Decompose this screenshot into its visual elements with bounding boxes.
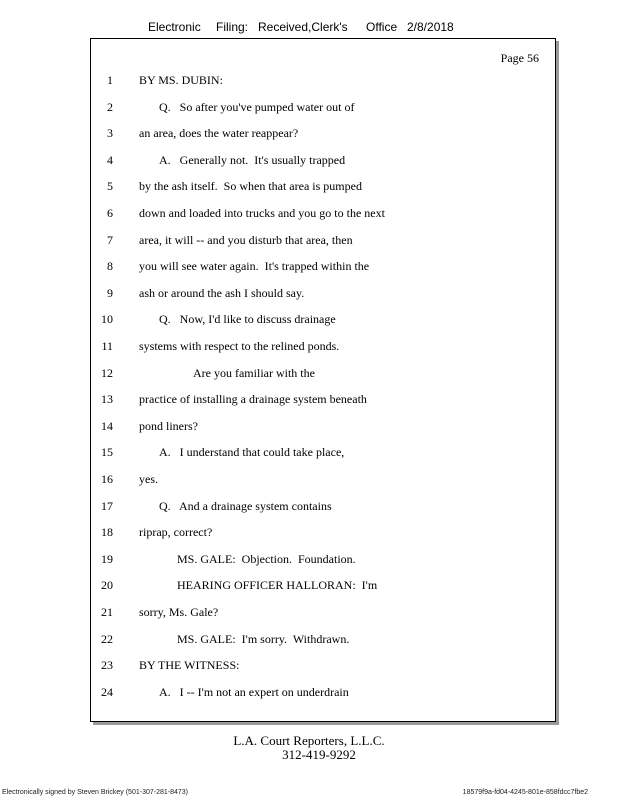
filing-stamp-part: Filing: xyxy=(216,20,249,34)
filing-stamp-part: Received,Clerk's xyxy=(258,20,348,34)
line-number: 21 xyxy=(101,605,113,619)
line-number: 20 xyxy=(101,578,113,593)
filing-stamp-part: Electronic xyxy=(148,20,201,34)
line-text: MS. GALE: I'm sorry. Withdrawn. xyxy=(177,631,350,646)
transcript-line xyxy=(91,524,555,540)
line-text: you will see water again. It's trapped within the xyxy=(139,259,370,274)
transcript-line xyxy=(91,391,555,407)
transcript-line xyxy=(91,311,555,327)
line-text: A. I understand that could take place, xyxy=(159,445,345,460)
transcript-line xyxy=(91,365,555,381)
line-text: Are you familiar with the xyxy=(193,365,315,380)
filing-stamp-part: Office xyxy=(366,20,398,34)
transcript-line xyxy=(91,338,555,354)
line-number: 6 xyxy=(107,206,113,220)
line-text: Q. Now, I'd like to discuss drainage xyxy=(159,312,336,327)
line-text: area, it will -- and you disturb that area, then xyxy=(139,232,353,247)
transcript-line xyxy=(91,152,555,168)
line-number: 3 xyxy=(107,126,113,141)
line-text: riprap, correct? xyxy=(139,525,213,540)
footer-phone: 312-419-9292 xyxy=(282,747,356,762)
transcript-page xyxy=(90,38,556,722)
line-text: by the ash itself. So when that area is pumped xyxy=(139,179,362,194)
footer-company: L.A. Court Reporters, L.L.C. xyxy=(233,733,385,748)
line-text: pond liners? xyxy=(139,418,198,433)
line-number: 13 xyxy=(101,392,113,407)
transcript-line xyxy=(91,285,555,301)
transcript-line xyxy=(91,205,555,221)
line-number: 24 xyxy=(101,684,113,699)
transcript-line xyxy=(91,604,555,620)
line-number: 4 xyxy=(107,152,113,167)
line-text: practice of installing a drainage system beneath xyxy=(139,392,367,407)
line-number: 1 xyxy=(107,73,113,87)
line-text: A. Generally not. It's usually trapped xyxy=(159,152,346,167)
line-number: 5 xyxy=(107,179,113,194)
line-number: 9 xyxy=(107,285,113,300)
electronic-signature: Electronically signed by Steven Brickey (501-307-281-8473) xyxy=(2,789,188,796)
line-text: Q. And a drainage system contains xyxy=(159,498,332,513)
line-number: 14 xyxy=(101,418,113,433)
line-text: sorry, Ms. Gale? xyxy=(139,605,219,619)
line-text: BY THE WITNESS: xyxy=(139,658,240,673)
transcript-line xyxy=(91,418,555,434)
transcript-line xyxy=(91,232,555,248)
line-number: 12 xyxy=(101,365,113,380)
line-text: MS. GALE: Objection. Foundation. xyxy=(177,551,356,566)
line-number: 2 xyxy=(107,99,113,114)
line-number: 17 xyxy=(101,498,113,513)
line-number: 15 xyxy=(101,445,113,460)
line-number: 11 xyxy=(101,339,113,353)
line-text: yes. xyxy=(139,472,158,486)
transcript-line xyxy=(91,125,555,141)
line-text: HEARING OFFICER HALLORAN: I'm xyxy=(177,578,378,593)
line-number: 8 xyxy=(107,259,113,274)
line-number: 19 xyxy=(101,551,113,566)
transcript-line xyxy=(91,684,555,700)
line-number: 10 xyxy=(101,312,113,327)
line-number: 16 xyxy=(101,472,113,486)
document-hash: 18579f9a-fd04-4245-801e-858fdcc7fbe2 xyxy=(462,789,588,796)
line-number: 23 xyxy=(101,658,113,673)
transcript-line xyxy=(91,72,555,88)
transcript-line xyxy=(91,498,555,514)
transcript-line xyxy=(91,258,555,274)
line-text: ash or around the ash I should say. xyxy=(139,285,305,300)
transcript-line xyxy=(91,444,555,460)
line-number: 7 xyxy=(107,232,113,247)
line-text: an area, does the water reappear? xyxy=(139,126,299,141)
line-text: BY MS. DUBIN: xyxy=(139,73,223,87)
transcript-line xyxy=(91,657,555,673)
line-text: A. I -- I'm not an expert on underdrain xyxy=(159,684,349,699)
transcript-line xyxy=(91,577,555,593)
filing-stamp-part: 2/8/2018 xyxy=(407,20,454,34)
line-text: Q. So after you've pumped water out of xyxy=(159,99,355,114)
transcript-line xyxy=(91,551,555,567)
transcript-line xyxy=(91,99,555,115)
line-number: 18 xyxy=(101,525,113,540)
line-number: 22 xyxy=(101,631,113,646)
transcript-line xyxy=(91,471,555,487)
page-number: Page 56 xyxy=(500,51,539,65)
transcript-line xyxy=(91,631,555,647)
transcript-line xyxy=(91,178,555,194)
line-text: systems with respect to the relined ponds. xyxy=(139,339,340,353)
line-text: down and loaded into trucks and you go to the next xyxy=(139,206,385,220)
